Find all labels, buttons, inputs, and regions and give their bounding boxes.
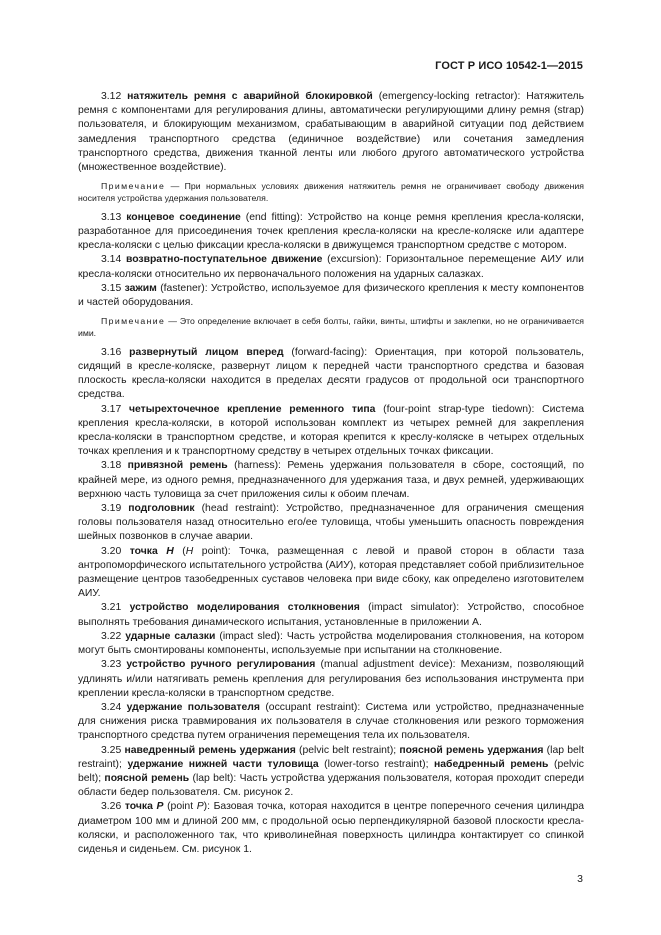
definition-english: point [170,801,197,813]
definition-3-17: 3.17 четырехточечное крепление ременного типа (four-point strap-type tiedown): Система крепления кресла-коляски, в которой использован комплект из четырех ремней для закрепления кресла-коляски в транспортном средстве, и которая крепится к креслу-коляске в четырех отдельных точках крепления и к транспортному средству в четырех отдельных точках фиксации. [78,403,585,458]
definition-english: head restraint [205,503,273,515]
definition-3-16: 3.16 развернутый лицом вперед (forward-facing): Ориентация, при которой пользователь, сидящий в кресле-коляске, развернут лицом к передней части транспортного средства и базовая плоскость кресла-коляски находится в пределах десяти градусов от продольной оси транспортного средства. [78,346,585,401]
term-prefix: точка [129,545,167,557]
definition-number: 3.23 [101,659,122,671]
definition-3-19: 3.19 подголовник (head restraint): Устройство, предназначенное для ограничения смещения головы пользователя назад относительно его/ее туловища, чтобы уменьшить опасность повреждения шейных позвонков в случае аварии. [78,503,584,543]
definition-english: lower-torso restraint [327,758,423,770]
definition-english: harness [237,460,275,472]
note-text: — Это определение включает в себя болты, гайки, винты, штифты и заклепки, но не ограничивается ими. [78,316,584,339]
definition-english: lap belt restraint [78,744,584,770]
definition-english: occupant restraint [268,701,354,713]
definition-english: forward-facing [294,346,361,358]
definition-english: fastener [163,282,202,294]
definition-3-13: 3.13 концевое соединение (end fitting): Устройство на конце ремня крепления кресла-коляски, разработанное для присоединения точек крепления кресла-коляски на кресле-коляске или адаптере кресла-коляски с целью фиксации кресла-коляски в движущемся транспортном средстве с мотором. [78,211,584,252]
term-italic-letter: Н [166,545,174,557]
definition-3-20: 3.20 точка Н (Н point): Точка, размещенная с левой и правой сторон в области таза антропоморфического испытательного устройства (АИУ), которая представляет собой приблизительное размещение центров тазобедренных суставов человека при виде сбоку, как определено изготовителем АИУ. [78,545,584,600]
definition-term: поясной ремень [104,772,190,784]
definition-term: удержание нижней части туловища [127,758,319,770]
definition-number: 3.16 [101,346,122,358]
page-number: 3 [577,873,583,885]
definition-term [125,801,164,812]
note-label: Примечание [101,316,166,327]
definition-text: : Механизм, позволяющий удлинять и/или натягивать ремень крепления для регулирования без использования инструмента при креплении кресла-коляски в транспортном средстве. [78,659,584,699]
definition-english: manual adjustment device [323,659,450,671]
definition-term: поясной ремень удержания [399,744,544,756]
definition-3-24: 3.24 удержание пользователя (occupant restraint): Система или устройство, предназначенные для снижения риска травмирования их пользователя в случае столкновения или резкого торможения транспортного средства путем ограничения перемещения тела их пользователя. [78,701,585,742]
standard-header: ГОСТ Р ИСО 10542-1—2015 [435,60,583,72]
note-text: — При нормальных условиях движения натяжитель ремня не ограничивает свободу движения носителя устройства удержания пользователя. [78,181,584,204]
definition-3-21: 3.21 устройство моделирования столкновения (impact simulator): Устройство, способное выполнять требования динамического испытания, установленные в приложении А. [78,602,584,628]
definition-english-italic: P [196,801,204,813]
definition-number: 3.22 [101,630,122,642]
definition-term: устройство моделирования столкновения [129,602,360,614]
note-label: Примечание [101,181,166,192]
definition-english: four-point strap-type tiedown [386,403,529,415]
definition-3-12: 3.12 натяжитель ремня с аварийной блокировкой (emergency-locking retractor): Натяжитель ремня с компонентами для регулирования длины, автоматически регулирующими длину ремня (strap) пользователя, и блокирующим механизмом, срабатывающим в аварийной ситуации под действием замедления транспортного средства (единичное воздействие) или сочетания замедления транспортного средства, движения тканной ленты или любого другого автоматического устройства (множественное воздействие). [78,91,584,174]
definition-text: : Часть устройства удержания пользователя, которая проходит спереди области бедер пользователя. См. рисунок 2. [78,772,584,799]
definition-number: 3.17 [101,403,122,415]
definition-text: : Устройство, способное выполнять требования динамического испытания, установленные в приложении А. [78,602,584,628]
definition-3-23: 3.23 устройство ручного регулирования (manual adjustment device): Механизм, позволяющий удлинять и/или натягивать ремень крепления для регулирования без использования инструмента при креплении кресла-коляски в транспортном средстве. [78,659,584,699]
definition-number: 3.21 [101,602,122,614]
definition-term: натяжитель ремня с аварийной блокировкой [127,91,373,102]
definition-text: : Точка, размещенная с левой и правой сторон в области таза антропоморфического испытательного устройства (АИУ), которая представляет собой приблизительное размещение центров тазобедренных суставов человека при виде сбоку, как определено изготовителем АИУ. [78,545,584,600]
definition-number: 3.20 [101,545,122,557]
definition-number: 3.24 [101,701,122,713]
definition-term: возвратно-поступательное движение [125,254,323,266]
definition-number: 3.15 [101,282,122,294]
definition-text: : Ориентация, при которой пользователь, сидящий в кресле-коляске, развернут лицом к передней части транспортного средства и базовая плоскость кресла-коляски находится в пределах десяти градусов от продольной оси транспортного средства. [78,346,585,401]
definition-english: lap belt [195,772,230,784]
page-content [78,90,584,857]
definition-number: 3.19 [101,503,122,515]
term-italic-letter: Р [156,801,164,813]
definition-number: 3.13 [101,211,122,223]
definition-english-italic: Н [185,545,194,557]
definition-text: : Устройство на конце ремня крепления кресла-коляски, разработанное для присоединения точек крепления кресла-коляски на кресле-коляске или адаптере кресла-коляски с целью фиксации кресла-коляски в движущемся транспортном средстве с мотором. [78,211,584,252]
definition-term: привязной ремень [127,460,228,472]
definition-number: 3.18 [101,460,122,472]
definition-3-15: 3.15 зажим (fastener): Устройство, используемое для физического крепления к месту компонентов и частей оборудования. [78,282,585,309]
definition-text: : Система или устройство, предназначенные для снижения риска травмирования их пользователя в случае столкновения или резкого торможения транспортного средства путем ограничения перемещения тела их пользователя. [78,701,585,742]
definition-english: excursion [330,254,376,266]
definition-text: : Часть устройства моделирования столкновения, на котором могут быть смонтированы компоненты, используемые при испытании на столкновение. [78,630,584,657]
definition-english: impact sled [222,630,277,642]
definition-term [130,546,174,557]
definition-term: ударные салазки [125,630,216,642]
definition-term: развернутый лицом вперед [129,346,284,358]
definition-english: pelvic belt [78,758,585,784]
definition-text: : Устройство, предназначенное для ограничения смещения головы пользователя назад относительно его/ее туловища, чтобы уменьшить опасность повреждения шейных позвонков в случае аварии. [78,503,584,543]
definition-term: устройство ручного регулирования [126,659,316,671]
definition-number: 3.26 [101,801,122,813]
definition-term: наведренный ремень удержания [124,744,296,756]
definition-english: point [193,545,225,557]
definition-text: : Устройство, используемое для физического крепления к месту компонентов и частей оборудования. [78,282,585,309]
definition-3-25: 3.25 наведренный ремень удержания (pelvic belt restraint); поясной ремень удержания (lap belt restraint); удержание нижней части туловища (lower-torso restraint); набедренный ремень (pelvic belt); поясной ремень (lap belt): Часть устройства удержания пользователя, которая проходит спереди области бедер пользователя. См. рисунок 2. [78,744,585,799]
definition-term: четырехточечное крепление ременного типа [129,403,376,415]
definition-english: pelvic belt restraint [302,744,390,756]
definition-3-22: 3.22 ударные салазки (impact sled): Часть устройства моделирования столкновения, на котором могут быть смонтированы компоненты, используемые при испытании на столкновение. [78,630,584,657]
definition-number: 3.25 [101,744,122,756]
definition-term: набедренный ремень [434,758,549,770]
definition-english: emergency-locking retractor [382,91,514,102]
definition-text: : Горизонтальное перемещение АИУ или кресла-коляски относительно их первоначального положения на ударных салазках. [78,254,584,280]
definition-number: 3.14 [101,254,122,266]
definition-3-26: 3.26 точка Р (point P): Базовая точка, которая находится в центре поперечного сечения цилиндра диаметром 100 мм и длиной 200 мм, с продольной осью перпендикулярной базовой плоскости кресла-коляски, и расположенного так, что криволинейная поверхность цилиндра контактирует со спинкой сиденья и сиденьем. См. рисунок 1. [78,801,584,855]
definition-text: : Система крепления кресла-коляски, в которой использован комплект из четырех ремней для закрепления кресла-коляски в транспортном средстве, и которая крепится к креслу-коляске в четырех отдельных точках крепления и к транспортному средству в четырех отдельных точках фиксации. [78,403,585,458]
definition-term: концевое соединение [126,211,241,223]
definition-term: подголовник [128,503,195,515]
definition-text: : Натяжитель ремня с компонентами для регулирования длины, автоматически регулирующими длину ремня (strap) пользователя, и блокирующим механизмом, срабатывающим в аварийной ситуации под действием замедления транспортного средства (единичное воздействие) или сочетания замедления транспортного средства, движения тканной ленты или любого другого автоматического устройства (множественное воздействие). [78,91,584,174]
definition-text: : Ремень удержания пользователя в сборе, состоящий, по крайней мере, из одного ремня, предназначенного для удержания таза, и двух ремней, удерживающих верхнюю часть туловища за счет приложения силы к обоим плечам. [78,460,584,500]
definition-number: 3.12 [101,91,122,102]
note-3-12 [78,181,584,205]
note-3-15 [78,316,584,340]
definition-english: impact simulator [371,602,453,614]
definition-term: зажим [124,282,157,294]
term-prefix: точка [124,801,157,813]
definition-term: удержание пользователя [126,701,260,713]
definition-3-14: 3.14 возвратно-поступательное движение (excursion): Горизонтальное перемещение АИУ или кресла-коляски относительно их первоначального положения на ударных салазках. [78,254,584,280]
definition-english: end fitting [249,211,297,223]
definition-text: : Базовая точка, которая находится в центре поперечного сечения цилиндра диаметром 100 мм и длиной 200 мм, с продольной осью перпендикулярной базовой плоскости кресла-коляски, и расположенного так, что криволинейная поверхность цилиндра контактирует со спинкой сиденья и сиденьем. См. рисунок 1. [78,801,584,855]
definition-3-18: 3.18 привязной ремень (harness): Ремень удержания пользователя в сборе, состоящий, по крайней мере, из одного ремня, предназначенного для удержания таза, и двух ремней, удерживающих верхнюю часть туловища за счет приложения силы к обоим плечам. [78,460,584,500]
